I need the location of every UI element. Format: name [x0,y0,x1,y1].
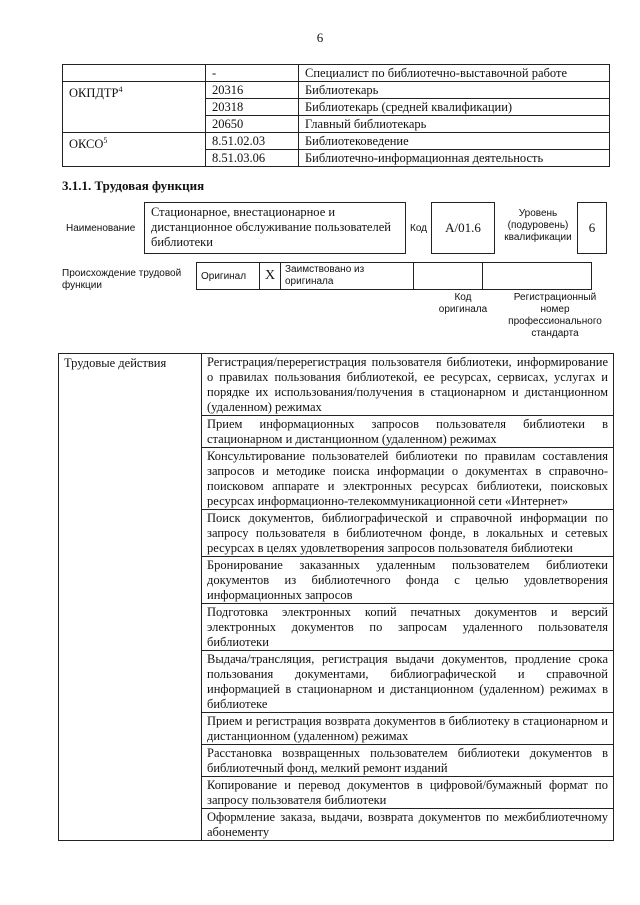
section-heading: 3.1.1. Трудовая функция [62,178,205,193]
name-label: Наименование [66,223,136,234]
action-item: Регистрация/перерегистрация пользователя библиотеки, информирование о правилах пользования библиотекой, ее ресурсах, сервисах, услугах и порядке их использования/получения в стационарном и дистанционном (удаленном) режимах [202,354,614,416]
table-row [197,263,592,290]
origin-label: Происхождение трудовой функции [62,268,182,291]
reg-number-cell [483,263,592,290]
code-cell: 8.51.03.06 [206,150,299,167]
code-cell: - [206,65,299,82]
name-cell: Библиотекарь [299,82,610,99]
action-item: Выдача/трансляция, регистрация выдачи документов, продление срока пользования документами, библиографической и справочной информацией в стационарном и дистанционном (удаленном) режимах в библиотеке [202,651,614,713]
name-cell: Библиотечно-информационная деятельность [299,150,610,167]
original-code-cell [414,263,483,290]
table-row [63,82,610,99]
original-mark: X [260,263,281,290]
qualification-level: 6 [577,202,607,254]
table-row [63,133,610,150]
action-item: Подготовка электронных копий печатных документов и версий электронных документов по запросам удаленного пользователя библиотеки [202,604,614,651]
table-row [63,65,610,82]
action-item: Поиск документов, библиографической и справочной информации по запросу пользователя в библиотечном фонде, в локальных и сетевых ресурсах в целях удовлетворения запросов пользователя библиотеки [202,510,614,557]
name-cell: Главный библиотекарь [299,116,610,133]
actions-label: Трудовые действия [59,354,202,841]
action-item: Расстановка возвращенных пользователем библиотеки документов в библиотечный фонд, мелкий ремонт изданий [202,745,614,777]
action-item: Бронирование заказанных удаленным пользователем библиотеки документов из библиотечного фонда с целью удовлетворения информационных запросов [202,557,614,604]
action-item: Копирование и перевод документов в цифровой/бумажный формат по запросу пользователя библиотеки [202,777,614,809]
action-item: Прием информационных запросов пользователя библиотеки в стационарном и дистанционном (удаленном) режимах [202,416,614,448]
name-cell: Библиотекарь (средней квалификации) [299,99,610,116]
action-item: Консультирование пользователей библиотеки по правилам составления запросов и методике поиска информации о документах в справочно-поисковом аппарате и электронных ресурсах библиотеки, поисковых ресурсах информационно-телекоммуникационной сети «Интернет» [202,448,614,510]
function-code: А/01.6 [431,202,495,254]
action-item: Прием и регистрация возврата документов в библиотеку в стационарном и дистанционном (удаленном) режимах [202,713,614,745]
code-cell: 20316 [206,82,299,99]
borrowed-label: Заимствовано из оригинала [281,263,414,290]
name-cell: Библиотековедение [299,133,610,150]
action-item: Оформление заказа, выдачи, возврата документов по межбиблиотечному абонементу [202,809,614,841]
function-name: Стационарное, внестационарное и дистанционное обслуживание пользователей библиотеки [144,202,406,254]
code-cell: 8.51.02.03 [206,133,299,150]
group-cell: ОКПДТР$^4$ [63,82,206,133]
code-cell: 20318 [206,99,299,116]
page-number: 6 [316,30,324,45]
actions-table [58,353,614,841]
original-label: Оригинал [197,263,260,290]
code-cell: 20650 [206,116,299,133]
origin-table [196,262,592,290]
reg-caption: Регистрационный номер профессионального стандарта [508,292,602,339]
level-label: Уровень (подуровень) квалификации [504,208,572,243]
group-cell: ОКСО$^5$ [63,133,206,167]
table-row [59,354,614,416]
group-cell [63,65,206,82]
code-label: Код [410,223,428,234]
code-caption: Код оригинала [438,292,488,315]
name-cell: Специалист по библиотечно-выставочной работе [299,65,610,82]
codes-table [62,64,610,167]
